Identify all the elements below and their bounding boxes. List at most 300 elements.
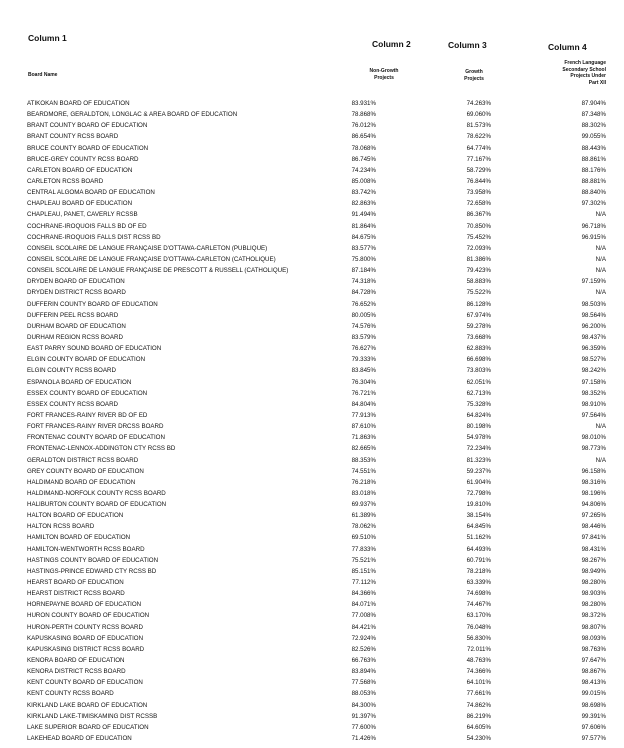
non-growth-cell: 79.333%: [351, 356, 376, 364]
non-growth-cell: 72.924%: [351, 634, 376, 642]
growth-cell: 86.367%: [466, 211, 491, 219]
board-name-cell: ESPANOLA BOARD OF EDUCATION: [27, 378, 132, 386]
french-language-cell: N/A: [595, 423, 606, 431]
table-row: [0, 599, 624, 610]
growth-line-2: Projects: [464, 75, 484, 82]
board-name-cell: HAMILTON BOARD OF EDUCATION: [27, 534, 131, 542]
board-name-cell: KAPUSKASING DISTRICT RCSS BOARD: [27, 645, 145, 653]
growth-cell: 63.339%: [466, 579, 491, 587]
french-language-cell: 88.861%: [581, 155, 606, 163]
growth-cell: 77.167%: [466, 155, 491, 163]
growth-cell: 67.974%: [466, 311, 491, 319]
table-row: [0, 432, 624, 443]
board-name-cell: CONSEIL SCOLAIRE DE LANGUE FRANÇAISE D'OTTAWA-CARLETON (CATHOLIQUE): [27, 255, 276, 263]
french-language-cell: 98.949%: [581, 567, 606, 575]
board-name-cell: HALTON BOARD OF EDUCATION: [27, 512, 124, 520]
table-row: [0, 666, 624, 677]
non-growth-cell: 76.012%: [351, 122, 376, 130]
growth-cell: 75.328%: [466, 400, 491, 408]
non-growth-cell: 74.234%: [351, 166, 376, 174]
growth-cell: 19.810%: [466, 501, 491, 509]
growth-cell: 80.198%: [466, 423, 491, 431]
french-language-cell: 97.158%: [581, 378, 606, 386]
table-row: [0, 232, 624, 243]
french-language-cell: 88.443%: [581, 144, 606, 152]
non-growth-cell: 82.863%: [351, 200, 376, 208]
french-language-cell: 97.564%: [581, 411, 606, 419]
table-row: [0, 555, 624, 566]
growth-cell: 77.661%: [466, 690, 491, 698]
growth-cell: 64.824%: [466, 411, 491, 419]
table-row: [0, 644, 624, 655]
french-language-cell: 99.391%: [581, 712, 606, 720]
table-row: [0, 109, 624, 120]
french-language-cell: 88.840%: [581, 189, 606, 197]
french-language-cell: N/A: [595, 456, 606, 464]
growth-cell: 69.060%: [466, 111, 491, 119]
table-row: [0, 365, 624, 376]
table-row: [0, 343, 624, 354]
non-growth-cell: 84.728%: [351, 289, 376, 297]
non-growth-cell: 84.675%: [351, 233, 376, 241]
board-name-header: Board Name: [28, 72, 58, 78]
table-row: [0, 187, 624, 198]
growth-line-1: Growth: [465, 69, 483, 75]
french-language-cell: N/A: [595, 289, 606, 297]
non-growth-cell: 83.931%: [351, 100, 376, 107]
french-language-cell: 98.807%: [581, 623, 606, 631]
growth-cell: 72.011%: [467, 645, 491, 653]
board-name-cell: CONSEIL SCOLAIRE DE LANGUE FRANÇAISE DE PRESCOTT & RUSSELL (CATHOLIQUE): [27, 267, 289, 275]
board-name-cell: KIRKLAND LAKE-TIMISKAMING DIST RCSSB: [27, 712, 158, 720]
non-growth-cell: 76.652%: [351, 300, 376, 308]
french-language-cell: 99.015%: [581, 690, 606, 698]
table-row: [0, 655, 624, 666]
table-row: [0, 521, 624, 532]
table-row: [0, 455, 624, 466]
non-growth-cell: 87.610%: [351, 423, 376, 431]
growth-cell: 60.791%: [466, 556, 491, 564]
french-language-cell: 98.867%: [581, 668, 606, 676]
board-name-cell: FRONTENAC COUNTY BOARD OF EDUCATION: [27, 434, 165, 442]
board-name-cell: CENTRAL ALGOMA BOARD OF EDUCATION: [27, 189, 155, 197]
french-language-cell: 98.316%: [581, 478, 606, 486]
french-line-2: Secondary School: [562, 66, 606, 73]
non-growth-cell: 61.389%: [351, 512, 376, 520]
growth-cell: 74.862%: [466, 701, 491, 709]
table-row: [0, 510, 624, 521]
column-2-header: Column 2: [372, 39, 411, 49]
non-growth-cell: 85.008%: [351, 177, 376, 185]
column-4-header: Column 4: [548, 42, 587, 52]
non-growth-cell: 83.742%: [351, 189, 376, 197]
board-name-cell: HASTINGS-PRINCE EDWARD CTY RCSS BD: [27, 567, 157, 575]
growth-cell: 72.234%: [466, 445, 491, 453]
column-1-header: Column 1: [28, 33, 67, 43]
non-growth-cell: 75.800%: [351, 255, 376, 263]
board-name-cell: KENORA DISTRICT RCSS BOARD: [27, 668, 126, 676]
table-row: [0, 399, 624, 410]
non-growth-cell: 83.018%: [351, 489, 376, 497]
growth-cell: 61.904%: [466, 478, 491, 486]
board-name-cell: FORT FRANCES-RAINY RIVER DRCSS BOARD: [27, 423, 164, 431]
table-row: [0, 377, 624, 388]
growth-cell: 54.230%: [466, 735, 491, 743]
growth-cell: 76.844%: [466, 177, 491, 185]
table-row: [0, 276, 624, 287]
board-name-cell: DRYDEN BOARD OF EDUCATION: [27, 278, 125, 286]
french-language-cell: 98.503%: [581, 300, 606, 308]
table-row: [0, 354, 624, 365]
non-growth-cell: 82.526%: [351, 645, 376, 653]
non-growth-cell: 83.579%: [351, 333, 376, 341]
non-growth-cell: 84.804%: [351, 400, 376, 408]
french-language-cell: 88.176%: [581, 166, 606, 174]
non-growth-cell: 81.864%: [351, 222, 376, 230]
non-growth-cell: 82.665%: [351, 445, 376, 453]
growth-cell: 73.958%: [466, 189, 491, 197]
non-growth-header: [362, 68, 406, 81]
board-name-cell: EAST PARRY SOUND BOARD OF EDUCATION: [27, 345, 162, 353]
board-name-cell: LAKEHEAD BOARD OF EDUCATION: [27, 735, 132, 743]
table-row: [0, 711, 624, 722]
french-language-cell: 99.055%: [581, 133, 606, 141]
french-language-cell: 87.904%: [581, 100, 606, 107]
growth-cell: 74.698%: [466, 590, 491, 598]
growth-cell: 73.668%: [466, 333, 491, 341]
french-language-cell: 94.806%: [581, 501, 606, 509]
growth-cell: 70.850%: [466, 222, 491, 230]
french-language-cell: 97.647%: [581, 657, 606, 665]
growth-cell: 59.237%: [466, 467, 491, 475]
non-growth-cell: 76.218%: [351, 478, 376, 486]
french-language-cell: 98.763%: [581, 645, 606, 653]
growth-cell: 56.830%: [466, 634, 491, 642]
table-row: [0, 321, 624, 332]
non-growth-cell: 86.654%: [351, 133, 376, 141]
non-growth-cell: 77.833%: [351, 545, 376, 553]
growth-cell: 86.128%: [466, 300, 491, 308]
table-row: [0, 332, 624, 343]
board-name-cell: BRANT COUNTY BOARD OF EDUCATION: [27, 122, 148, 130]
board-name-cell: ESSEX COUNTY RCSS BOARD: [27, 400, 118, 408]
board-name-cell: COCHRANE-IROQUOIS FALLS BD OF ED: [27, 222, 147, 230]
table-row: [0, 677, 624, 688]
table-row: [0, 466, 624, 477]
growth-cell: 64.101%: [466, 679, 491, 687]
growth-cell: 81.323%: [466, 456, 491, 464]
table-row: [0, 688, 624, 699]
french-language-cell: 87.348%: [581, 111, 606, 119]
french-language-cell: 96.915%: [581, 233, 606, 241]
non-growth-cell: 84.421%: [351, 623, 376, 631]
board-name-cell: LAKE SUPERIOR BOARD OF EDUCATION: [27, 723, 149, 731]
non-growth-line-2: Projects: [374, 74, 394, 81]
french-language-cell: 98.564%: [581, 311, 606, 319]
growth-cell: 73.803%: [466, 367, 491, 375]
growth-cell: 81.386%: [466, 255, 491, 263]
table-row: [0, 499, 624, 510]
growth-cell: 78.622%: [466, 133, 491, 141]
board-name-cell: HAMILTON-WENTWORTH RCSS BOARD: [27, 545, 145, 553]
table-row: [0, 154, 624, 165]
french-language-cell: 98.010%: [581, 434, 606, 442]
table-row: [0, 221, 624, 232]
non-growth-cell: 88.353%: [351, 456, 376, 464]
board-name-cell: CARLETON RCSS BOARD: [27, 177, 104, 185]
growth-cell: 66.698%: [466, 356, 491, 364]
non-growth-cell: 87.184%: [351, 267, 376, 275]
french-language-cell: 98.773%: [581, 445, 606, 453]
board-name-cell: ESSEX COUNTY BOARD OF EDUCATION: [27, 389, 148, 397]
table-row: [0, 176, 624, 187]
board-name-cell: HURON COUNTY BOARD OF EDUCATION: [27, 612, 150, 620]
table-row: [0, 610, 624, 621]
growth-cell: 75.452%: [466, 233, 491, 241]
growth-cell: 54.978%: [466, 434, 491, 442]
non-growth-cell: 78.062%: [351, 523, 376, 531]
growth-cell: 72.658%: [466, 200, 491, 208]
growth-cell: 64.774%: [466, 144, 491, 152]
growth-cell: 64.605%: [466, 723, 491, 731]
non-growth-cell: 77.008%: [351, 612, 376, 620]
table-row: [0, 622, 624, 633]
french-line-4: Part XII: [588, 79, 606, 86]
table-row: [0, 633, 624, 644]
french-language-cell: 88.302%: [581, 122, 606, 130]
growth-cell: 79.423%: [466, 267, 491, 275]
french-language-cell: 98.280%: [581, 601, 606, 609]
board-name-cell: HALTON RCSS BOARD: [27, 523, 95, 531]
french-language-cell: 98.372%: [581, 612, 606, 620]
french-language-cell: 98.280%: [581, 579, 606, 587]
non-growth-cell: 66.763%: [351, 657, 376, 665]
table-row: [0, 722, 624, 733]
french-language-cell: 96.359%: [581, 345, 606, 353]
non-growth-cell: 71.863%: [351, 434, 376, 442]
board-name-cell: ELGIN COUNTY BOARD OF EDUCATION: [27, 356, 146, 364]
board-name-cell: KIRKLAND LAKE BOARD OF EDUCATION: [27, 701, 148, 709]
board-name-cell: COCHRANE-IROQUOIS FALLS DIST RCSS BD: [27, 233, 161, 241]
growth-cell: 72.798%: [466, 489, 491, 497]
french-language-cell: N/A: [595, 211, 606, 219]
french-language-cell: N/A: [595, 267, 606, 275]
french-language-cell: 98.903%: [581, 590, 606, 598]
board-name-cell: GERALDTON DISTRICT RCSS BOARD: [27, 456, 139, 464]
non-growth-cell: 74.576%: [351, 322, 376, 330]
table-row: [0, 254, 624, 265]
board-name-cell: CHAPLEAU BOARD OF EDUCATION: [27, 200, 133, 208]
non-growth-cell: 78.068%: [351, 144, 376, 152]
french-language-cell: N/A: [595, 244, 606, 252]
board-name-cell: GREY COUNTY BOARD OF EDUCATION: [27, 467, 144, 475]
table-row: [0, 477, 624, 488]
french-language-cell: 98.242%: [581, 367, 606, 375]
non-growth-cell: 83.894%: [351, 668, 376, 676]
growth-cell: 74.467%: [466, 601, 491, 609]
french-line-3: Projects Under: [570, 73, 606, 79]
table-row: [0, 310, 624, 321]
french-language-cell: N/A: [595, 255, 606, 263]
growth-cell: 38.154%: [466, 512, 491, 520]
growth-cell: 64.493%: [466, 545, 491, 553]
non-growth-cell: 77.600%: [351, 723, 376, 731]
table-row: [0, 588, 624, 599]
table-row: [0, 299, 624, 310]
non-growth-cell: 74.551%: [351, 467, 376, 475]
french-language-cell: 98.431%: [581, 545, 606, 553]
french-language-cell: 98.437%: [581, 333, 606, 341]
table-row: [0, 700, 624, 711]
board-name-cell: HASTINGS COUNTY BOARD OF EDUCATION: [27, 556, 159, 564]
french-language-cell: 98.413%: [581, 679, 606, 687]
board-name-cell: HORNEPAYNE BOARD OF EDUCATION: [27, 601, 142, 609]
non-growth-cell: 91.397%: [351, 712, 376, 720]
growth-cell: 51.162%: [466, 534, 491, 542]
table-row: [0, 198, 624, 209]
french-language-cell: 96.200%: [581, 322, 606, 330]
growth-cell: 75.522%: [466, 289, 491, 297]
board-name-cell: CARLETON BOARD OF EDUCATION: [27, 166, 133, 174]
table-row: [0, 243, 624, 254]
growth-cell: 78.218%: [466, 567, 491, 575]
french-language-cell: 98.698%: [581, 701, 606, 709]
non-growth-cell: 84.300%: [351, 701, 376, 709]
non-growth-cell: 76.721%: [351, 389, 376, 397]
non-growth-cell: 91.494%: [351, 211, 376, 219]
non-growth-line-1: Non-Growth: [369, 68, 399, 74]
growth-cell: 62.883%: [466, 345, 491, 353]
non-growth-cell: 83.577%: [351, 244, 376, 252]
board-name-cell: DURHAM REGION RCSS BOARD: [27, 333, 123, 341]
non-growth-cell: 84.366%: [351, 590, 376, 598]
table-row: [0, 577, 624, 588]
non-growth-cell: 88.053%: [351, 690, 376, 698]
board-name-cell: BRUCE-GREY COUNTY RCSS BOARD: [27, 155, 139, 163]
board-name-cell: BEARDMORE, GERALDTON, LONGLAC & AREA BOARD OF EDUCATION: [27, 111, 238, 119]
non-growth-cell: 85.151%: [351, 567, 376, 575]
growth-cell: 81.573%: [466, 122, 491, 130]
growth-cell: 74.366%: [466, 668, 491, 676]
french-line-1: French Language: [564, 60, 606, 66]
table-row: [0, 120, 624, 131]
french-language-cell: 98.196%: [581, 489, 606, 497]
french-language-cell: 97.841%: [581, 534, 606, 542]
board-name-cell: KAPUSKASING BOARD OF EDUCATION: [27, 634, 144, 642]
board-name-cell: HURON-PERTH COUNTY RCSS BOARD: [27, 623, 143, 631]
non-growth-cell: 84.071%: [351, 601, 376, 609]
non-growth-cell: 77.913%: [351, 411, 376, 419]
french-language-cell: 96.158%: [581, 467, 606, 475]
board-name-cell: KENORA BOARD OF EDUCATION: [27, 657, 125, 665]
growth-cell: 72.093%: [466, 244, 491, 252]
growth-cell: 58.729%: [466, 166, 491, 174]
board-table: [0, 98, 624, 744]
non-growth-cell: 74.318%: [351, 278, 376, 286]
non-growth-cell: 83.845%: [351, 367, 376, 375]
french-language-cell: 98.910%: [581, 400, 606, 408]
french-language-header: [562, 60, 606, 86]
growth-cell: 59.278%: [466, 322, 491, 330]
table-row: [0, 265, 624, 276]
board-name-cell: KENT COUNTY BOARD OF EDUCATION: [27, 679, 143, 687]
table-row: [0, 209, 624, 220]
board-name-cell: FRONTENAC-LENNOX-ADDINGTON CTY RCSS BD: [27, 445, 176, 453]
board-name-cell: BRANT COUNTY RCSS BOARD: [27, 133, 119, 141]
french-language-cell: 96.718%: [581, 222, 606, 230]
board-name-cell: DUFFERIN COUNTY BOARD OF EDUCATION: [27, 300, 158, 308]
growth-cell: 76.048%: [466, 623, 491, 631]
growth-cell: 63.170%: [466, 612, 491, 620]
non-growth-cell: 76.627%: [351, 345, 376, 353]
non-growth-cell: 69.937%: [351, 501, 376, 509]
table-row: [0, 566, 624, 577]
french-language-cell: 97.577%: [581, 735, 606, 743]
non-growth-cell: 78.868%: [351, 111, 376, 119]
table-row: [0, 733, 624, 744]
french-language-cell: 88.881%: [581, 177, 606, 185]
table-row: [0, 388, 624, 399]
table-row: [0, 443, 624, 454]
board-name-cell: CHAPLEAU, PANET, CAVERLY RCSSB: [27, 211, 138, 219]
growth-cell: 62.051%: [466, 378, 491, 386]
non-growth-cell: 76.304%: [351, 378, 376, 386]
french-language-cell: 97.159%: [581, 278, 606, 286]
non-growth-cell: 71.426%: [351, 735, 376, 743]
board-name-cell: HALDIMAND BOARD OF EDUCATION: [27, 478, 136, 486]
non-growth-cell: 80.005%: [351, 311, 376, 319]
french-language-cell: 98.446%: [581, 523, 606, 531]
table-row: [0, 165, 624, 176]
non-growth-cell: 86.745%: [351, 155, 376, 163]
board-name-cell: DURHAM BOARD OF EDUCATION: [27, 322, 126, 330]
french-language-cell: 98.352%: [581, 389, 606, 397]
board-name-cell: CONSEIL SCOLAIRE DE LANGUE FRANÇAISE D'OTTAWA-CARLETON (PUBLIQUE): [27, 244, 268, 252]
table-row: [0, 131, 624, 142]
table-row: [0, 98, 624, 109]
board-name-cell: HEARST BOARD OF EDUCATION: [27, 579, 124, 587]
growth-header: [452, 69, 496, 82]
french-language-cell: 97.265%: [581, 512, 606, 520]
french-language-cell: 98.527%: [581, 356, 606, 364]
board-name-cell: ATIKOKAN BOARD OF EDUCATION: [27, 100, 130, 107]
column-3-header: Column 3: [448, 40, 487, 50]
french-language-cell: 97.302%: [581, 200, 606, 208]
board-name-cell: BRUCE COUNTY BOARD OF EDUCATION: [27, 144, 149, 152]
table-row: [0, 532, 624, 543]
growth-cell: 58.883%: [466, 278, 491, 286]
non-growth-cell: 75.521%: [351, 556, 376, 564]
board-name-cell: HEARST DISTRICT RCSS BOARD: [27, 590, 125, 598]
non-growth-cell: 77.568%: [351, 679, 376, 687]
table-row: [0, 410, 624, 421]
table-row: [0, 421, 624, 432]
french-language-cell: 98.093%: [581, 634, 606, 642]
growth-cell: 86.219%: [466, 712, 491, 720]
table-row: [0, 287, 624, 298]
board-name-cell: ELGIN COUNTY RCSS BOARD: [27, 367, 116, 375]
growth-cell: 64.845%: [466, 523, 491, 531]
french-language-cell: 97.606%: [581, 723, 606, 731]
board-name-cell: HALDIMAND-NORFOLK COUNTY RCSS BOARD: [27, 489, 166, 497]
board-name-cell: KENT COUNTY RCSS BOARD: [27, 690, 114, 698]
table-row: [0, 544, 624, 555]
growth-cell: 62.713%: [466, 389, 491, 397]
non-growth-cell: 69.510%: [351, 534, 376, 542]
growth-cell: 48.763%: [466, 657, 491, 665]
non-growth-cell: 77.112%: [352, 579, 376, 587]
board-name-cell: DRYDEN DISTRICT RCSS BOARD: [27, 289, 126, 297]
